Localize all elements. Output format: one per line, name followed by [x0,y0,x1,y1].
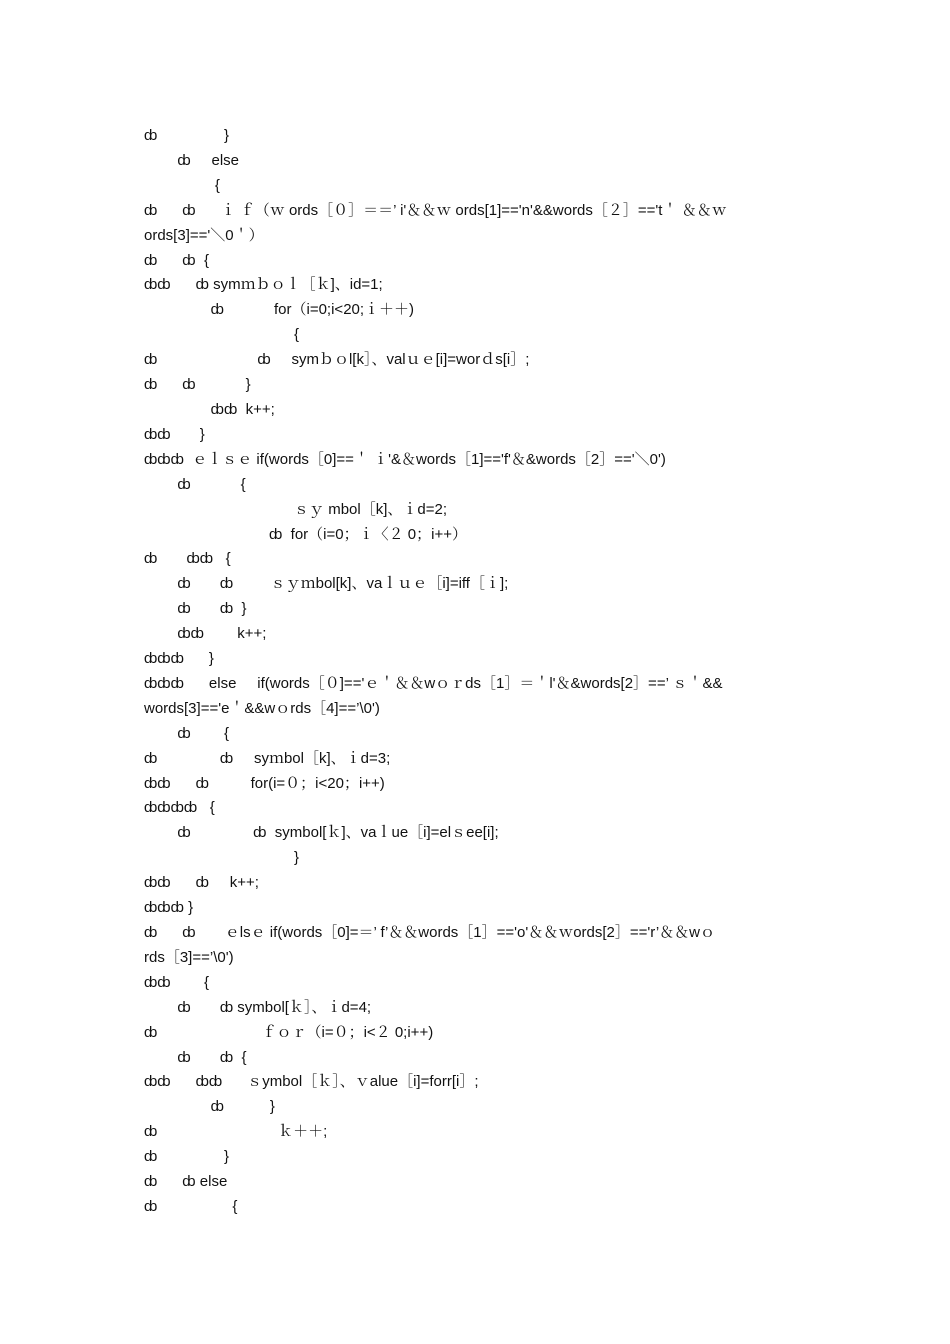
code-line-19: ȸ ȸ ｓｙｍbol[k]、vaｌｕｅ［i]=iff［ｉ]; [144,575,509,593]
code-line-24: words[3]=='e＇&&wｏrds［4]==’\0') [144,699,380,717]
code-line-11: ȸ ȸ } [144,376,251,394]
code-line-31: ȸȸ ȸ k++; [144,874,259,892]
code-line-26: ȸ ȸ syｍbol［k]、ｉd=3; [144,749,391,767]
code-line-13: ȸȸ } [144,425,205,443]
code-line-27: ȸȸ ȸ for(i=０；i<20；i++) [144,774,385,792]
code-line-41: ȸ ｋ＋＋; [144,1123,328,1141]
code-line-7: ȸȸ ȸ symｍｂｏｌ［ｋ]、id=1; [144,276,383,294]
code-listing [144,124,810,1220]
code-line-33: ȸ ȸ ｅlsｅ if(words［0]=＝’ f’＆＆words［1］=='o'＆＆ｗords[2］=='r’＆＆wｏ [144,924,716,941]
code-line-43: ȸ ȸ else [144,1173,228,1191]
code-line-17: ȸ for（i=0；ｉ〈２ 0；i++） [144,525,467,543]
code-line-32: ȸȸȸ } [144,899,194,917]
code-line-28: ȸȸȸȸ { [144,799,215,817]
code-line-6: ȸ ȸ { [144,251,209,269]
code-line-39: ȸȸ ȸȸ ｓymbol［ｋ］、ｖalue［i]=forr[i］; [144,1073,479,1091]
code-line-42: ȸ } [144,1148,229,1166]
code-line-36: ȸ ȸ symbol[ｋ］、ｉd=4; [144,998,372,1016]
code-line-3: { [144,176,220,194]
code-line-4: ȸ ȸ ｉ ｆ（ｗ ords［０］＝＝’ i'＆＆ｗ ords[1]=='n'&&words［２］=='t＇ ＆＆ｗ [144,201,727,219]
code-line-34: rds［3]==’\0') [144,948,234,966]
code-line-29: ȸ ȸ symbol[ｋ]、vaｌue［i]=elｓee[i]; [144,824,499,842]
code-line-22: ȸȸȸ } [144,650,214,668]
code-line-35: ȸȸ { [144,973,209,991]
code-line-1: ȸ } [144,127,229,144]
code-line-25: ȸ { [144,724,229,742]
code-line-14: ȸȸȸ ｅｌｓｅ if(words［0]==＇ ｉ'&＆words［1]=='f'＆&words［2］=='＼0') [144,450,666,468]
code-line-15: ȸ { [144,475,246,493]
code-line-10: ȸ ȸ symｂｏl[k］、valｕｅ[i]=worｄs[i］; [144,351,530,369]
code-line-9: { [144,326,300,344]
code-line-12: ȸȸ k++; [144,400,275,418]
code-line-30: } [144,849,300,867]
code-line-38: ȸ ȸ { [144,1048,247,1066]
code-line-5: ords[3]=='＼0＇） [144,226,264,244]
code-line-16: ｓｙ mbol［k]、ｉd=2; [144,500,447,518]
code-line-40: ȸ } [144,1098,275,1116]
code-line-37: ȸ ｆｏｒ（i=０；i<２ 0;i++) [144,1023,434,1041]
code-line-21: ȸȸ k++; [144,625,267,643]
code-line-20: ȸ ȸ } [144,600,247,618]
code-line-8: ȸ for（i=0;i<20;ｉ＋＋) [144,301,415,319]
code-line-18: ȸ ȸȸ { [144,550,231,568]
code-line-2: ȸ else [144,151,239,169]
code-line-44: ȸ { [144,1197,238,1215]
code-line-23: ȸȸȸ else if(words［０]=='ｅ＇＆＆wｏｒds［1］＝＇l'＆&words[2］==’ ｓ＇&& [144,674,723,692]
